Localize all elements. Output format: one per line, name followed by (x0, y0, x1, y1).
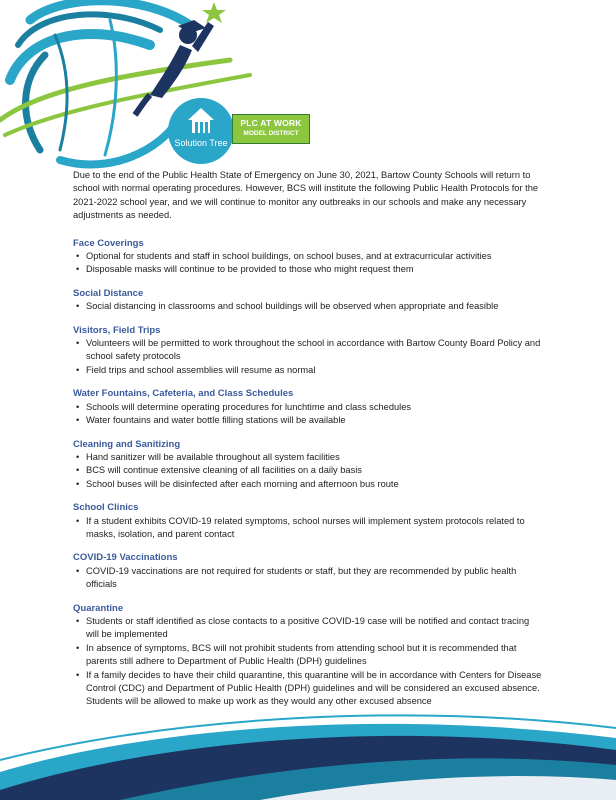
section-heading: COVID-19 Vaccinations (73, 552, 178, 564)
list-item: • School buses will be disinfected after each morning and afternoon bus route (73, 478, 543, 491)
section-heading: Cleaning and Sanitizing (73, 438, 181, 450)
plc-model-district-banner (232, 114, 310, 144)
section-cleaning-sanitizing (73, 438, 543, 492)
section-heading: Water Fountains, Cafeteria, and Class Schedules (73, 388, 294, 400)
list-item: • Students or staff identified as close contacts to a positive COVID-19 case will be notified and contact tracing will be implemented (73, 615, 543, 642)
section-face-coverings (73, 237, 543, 277)
footer-wave-graphic (0, 690, 616, 800)
list-item: • BCS will continue extensive cleaning of all facilities on a daily basis (73, 464, 543, 477)
star-icon (202, 2, 226, 23)
list-item: • COVID-19 vaccinations are not required for students or staff, but they are recommended by public health officials (73, 565, 543, 592)
list-item: • In absence of symptoms, BCS will not prohibit students from attending school but it is recommended that parents still adhere to Department of Public Health (DPH) guidelines (73, 642, 543, 669)
logo-name: Solution Tree (174, 138, 228, 148)
section-heading: Quarantine (73, 602, 124, 614)
section-social-distance (73, 287, 543, 314)
list-item: • Schools will determine operating procedures for lunchtime and class schedules (73, 401, 543, 414)
banner-line1: PLC AT WORK (240, 118, 302, 128)
list-item: • If a student exhibits COVID-19 related symptoms, school nurses will implement system protocols related to masks, isolation, and parent contact (73, 515, 543, 542)
section-heading: Face Coverings (73, 237, 144, 249)
list-item: • Disposable masks will continue to be provided to those who might request them (73, 263, 543, 276)
section-heading: Social Distance (73, 287, 144, 299)
tree-house-icon (186, 106, 216, 136)
section-water-fountains-cafeteria (73, 387, 543, 427)
list-item: • Water fountains and water bottle filling stations will be available (73, 414, 543, 427)
list-item: • Optional for students and staff in school buildings, on school buses, and at extracurricular activities (73, 250, 543, 263)
list-item: • Volunteers will be permitted to work throughout the school in accordance with Bartow County Board Policy and school safety protocols (73, 337, 543, 364)
list-item: • Field trips and school assemblies will resume as normal (73, 364, 543, 377)
protocols-document (73, 169, 543, 719)
section-heading: Visitors, Field Trips (73, 324, 161, 336)
solution-tree-logo (168, 98, 234, 164)
list-item: • If a family decides to have their child quarantine, this quarantine will be in accordance with Centers for Disease Control (CDC) and Department of Public Health (DPH) guidelines and will be considered an excused absence. Students will be allowed to make up work as they would any other excused absence (73, 669, 543, 709)
section-school-clinics (73, 501, 543, 541)
section-visitors-field-trips (73, 324, 543, 378)
list-item: • Hand sanitizer will be available throughout all system facilities (73, 451, 543, 464)
section-covid-vaccinations (73, 551, 543, 591)
banner-line2: MODEL DISTRICT (243, 130, 299, 137)
globe-graduate-graphic (0, 0, 320, 170)
section-heading: School Clinics (73, 502, 139, 514)
list-item: • Social distancing in classrooms and school buildings will be observed when appropriate and feasible (73, 300, 543, 313)
intro-paragraph: Due to the end of the Public Health State of Emergency on June 30, 2021, Bartow County Schools will return to school with normal operating procedures. However, BCS will institute the following Public Health Protocols for the 2021-2022 school year, and we will continue to monitor any outbreaks in our schools and make any necessary adjustments as needed. (73, 170, 539, 221)
